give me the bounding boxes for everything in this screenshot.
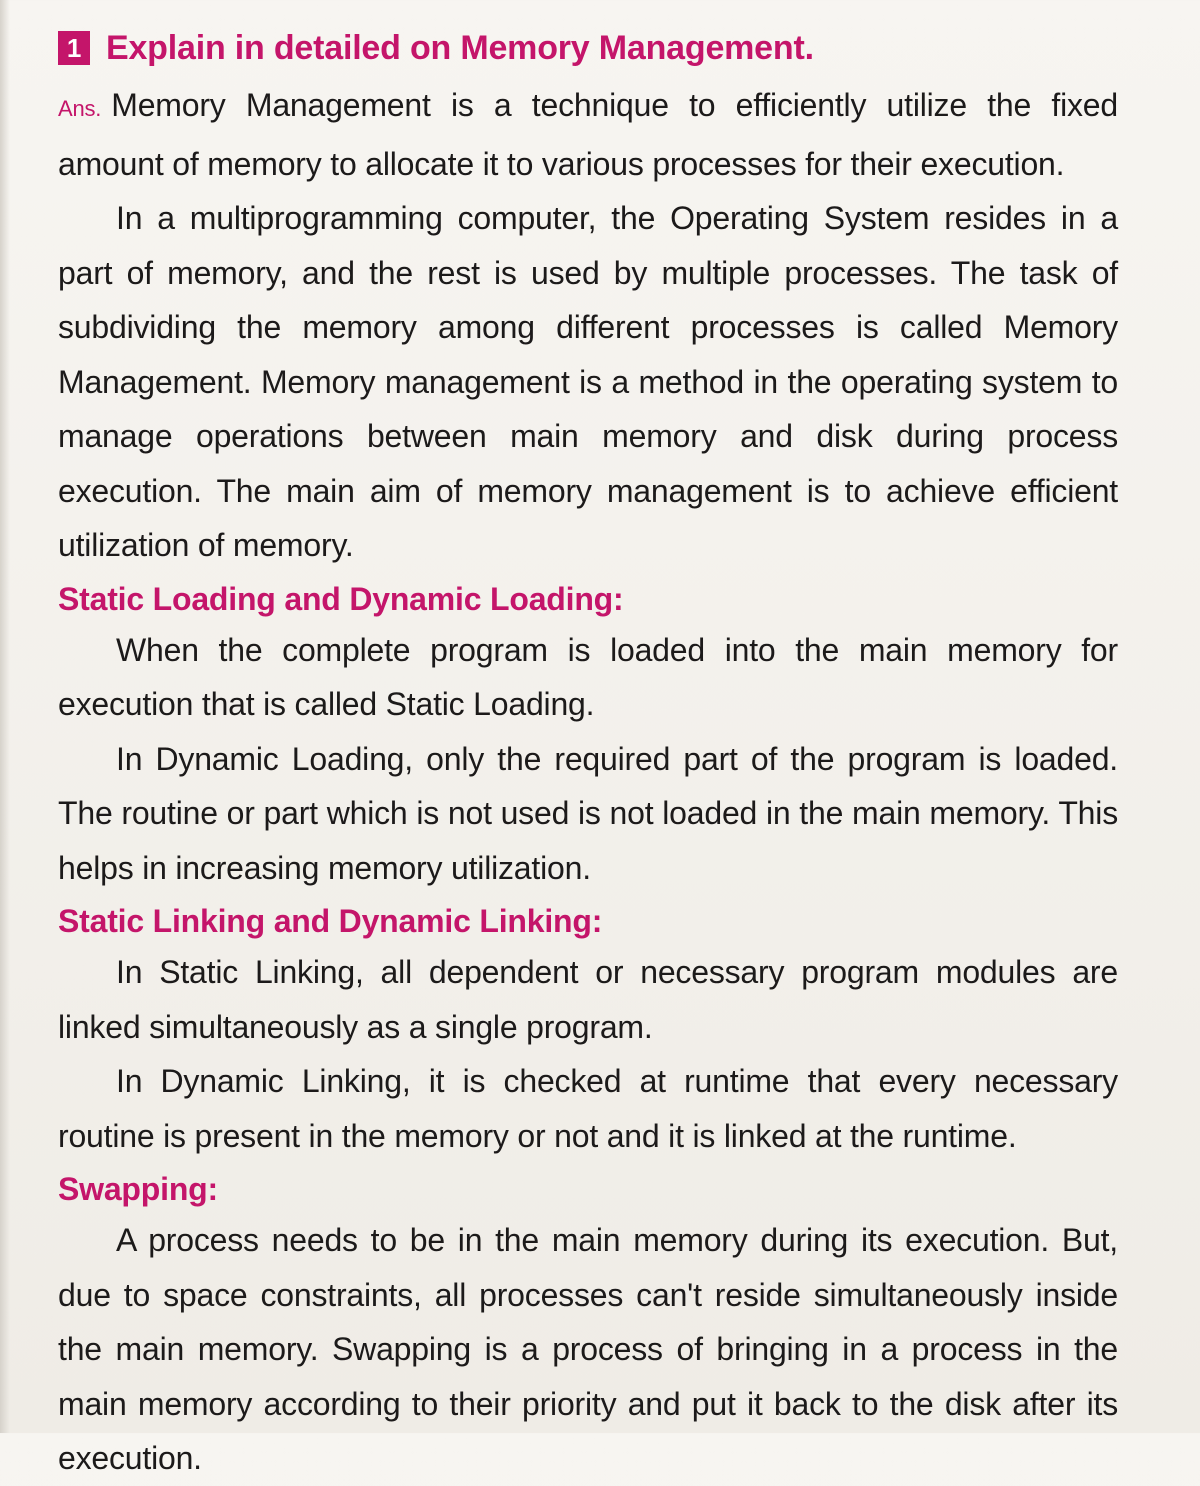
section-linking-paragraph-2: In Dynamic Linking, it is checked at runtime that every necessary routine is present in the memory or not and it is linked at the runtime. (58, 1063, 1118, 1154)
question-text: Explain in detailed on Memory Management. (106, 29, 814, 67)
answer-intro-text: Memory Management is a technique to efficiently utilize the fixed amount of memory to allocate it to various processes for their execution. (58, 87, 1118, 182)
section-loading-paragraph-1: When the complete program is loaded into the main memory for execution that is called Static Loading. (58, 631, 1118, 722)
answer-paragraph-2: In a multiprogramming computer, the Operating System resides in a part of memory, and the rest is used by multiple processes. The task of subdividing the memory among different processes is called Memory Management. Memory management is a method in the operating system to manage operations between main memory and disk during process execution. The main aim of memory management is to achieve efficient utilization of memory. (58, 200, 1118, 563)
answer-label: Ans. (58, 96, 102, 121)
question-heading (58, 26, 1118, 70)
document-page (58, 12, 1118, 1476)
page-edge-shadow (0, 0, 10, 1433)
section-heading-linking: Static Linking and Dynamic Linking: (58, 903, 603, 939)
section-heading-loading: Static Loading and Dynamic Loading: (58, 580, 624, 617)
section-loading-paragraph-2: In Dynamic Loading, only the required part of the program is loaded. The routine or part which is not used is not loaded in the main memory. This helps in increasing memory utilization. (58, 740, 1118, 886)
section-heading-swapping: Swapping: (58, 1171, 218, 1207)
section-linking-paragraph-1: In Static Linking, all dependent or necessary program modules are linked simultaneously as a single program. (58, 954, 1118, 1045)
question-number-badge: 1 (58, 31, 90, 65)
section-swapping-paragraph-1: A process needs to be in the main memory during its execution. But, due to space constraints, all processes can't reside simultaneously inside the main memory. Swapping is a process of bringing in a process in the main memory according to their priority and put it back to the disk after its execution. (58, 1222, 1118, 1476)
answer-intro-paragraph (58, 78, 1118, 191)
